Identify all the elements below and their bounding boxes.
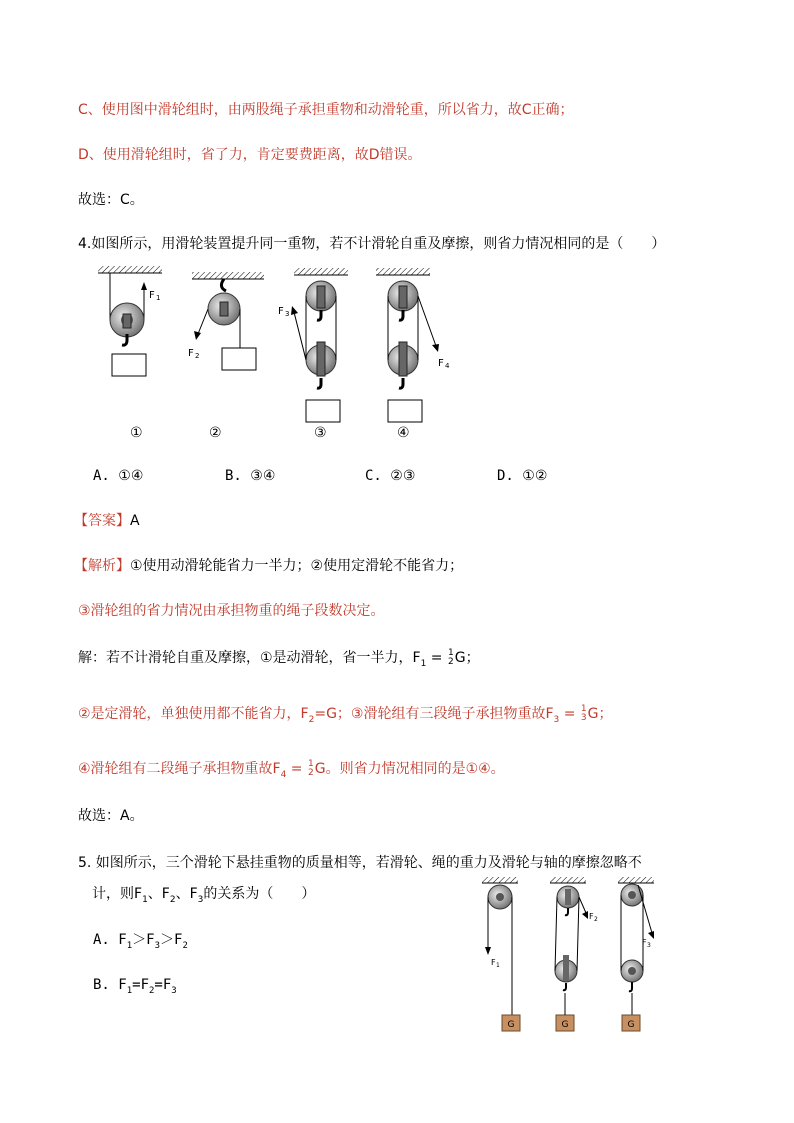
q4-analysis — [74, 556, 463, 576]
svg-text:F: F — [642, 938, 647, 947]
svg-text:3: 3 — [285, 310, 290, 318]
q4-option-c: C. ②③ — [365, 468, 416, 484]
fig-label-3: ③ — [314, 425, 327, 441]
fraction-half: 1 2 — [447, 648, 454, 667]
prev-answer: 故选：C。 — [78, 192, 144, 208]
q4-stem: 4.如图所示，用滑轮装置提升同一重物，若不计滑轮自重及摩擦，则省力情况相同的是（ ） — [78, 236, 666, 252]
q5-figure-2-force-label — [589, 912, 598, 923]
q5-figure-2-pulley-block — [550, 877, 588, 1031]
answer-tag: 【答案】 — [74, 513, 130, 529]
fraction-half-2: 1 2 — [307, 759, 314, 778]
analysis-line-1: ①使用动滑轮能省力一半力；②使用定滑轮不能省力； — [130, 558, 464, 574]
q5-stem-1: 5. 如图所示，三个滑轮下悬挂重物的质量相等，若滑轮、绳的重力及滑轮与轴的摩擦忽略不 — [78, 855, 642, 871]
figure-1-force-label — [149, 290, 160, 302]
svg-text:F: F — [149, 290, 155, 301]
figure-3-force-label — [278, 306, 289, 318]
prev-line-d: D、使用滑轮组时，省了力，肯定要费距离，故D错误。 — [78, 147, 422, 163]
q4-final: 故选：A。 — [78, 808, 144, 824]
fig-label-4: ④ — [397, 425, 410, 441]
analysis-line-2: ③滑轮组的省力情况由承担物重的绳子段数决定。 — [78, 603, 385, 619]
figure-4-force-label — [438, 358, 450, 370]
fraction-third: 1 3 — [580, 704, 587, 723]
figure-2-force-label — [188, 348, 199, 360]
svg-text:3: 3 — [647, 942, 651, 949]
q5-figure-3-pulley-block — [618, 877, 654, 1031]
svg-text:F: F — [188, 348, 194, 359]
q5-figure-1-fixed-pulley — [482, 877, 520, 1031]
solution-line-3: ④滑轮组有二段绳子承担物重故$F_4$ = 1 2 G。则省力情况相同的是①④。 — [78, 759, 505, 780]
q5-figure-1-force-label — [491, 958, 500, 969]
q5-weight-3: G — [627, 1020, 635, 1030]
svg-text:F: F — [438, 358, 444, 369]
fig-label-2: ② — [209, 425, 222, 441]
analysis-tag: 【解析】 — [74, 558, 130, 574]
svg-text:1: 1 — [496, 962, 500, 969]
answer-value: A — [130, 513, 140, 529]
svg-text:1: 1 — [156, 294, 161, 302]
q4-option-d: D. ①② — [497, 468, 548, 484]
svg-text:2: 2 — [594, 916, 598, 923]
q4-option-b: B. ③④ — [225, 468, 276, 484]
figure-4-pulley-block — [376, 268, 439, 422]
fig-label-1: ① — [130, 425, 143, 441]
figure-3-pulley-block — [291, 268, 348, 422]
prev-line-c: C、使用图中滑轮组时，由两股绳子承担重物和动滑轮重，所以省力，故C正确； — [78, 102, 574, 118]
q5-weight-1: G — [507, 1020, 515, 1030]
q5-figure — [478, 875, 658, 1035]
figure-1-movable-pulley — [98, 266, 162, 376]
q5-stem-2: 计，则$F_1$、$F_2$、$F_3$的关系为（ ） — [92, 886, 316, 905]
solution-line-2: ②是定滑轮，单独使用都不能省力，$F_2=G$；③滑轮组有三段绳子承担物重故$F_3$ = 1 3 G； — [78, 704, 613, 725]
svg-text:4: 4 — [445, 362, 450, 370]
q5-option-b: B. $F_1=F_2=F_3$ — [93, 977, 177, 996]
solution-line-1: 解：若不计滑轮自重及摩擦，①是动滑轮，省一半力，$F_1$ = 1 2 G； — [78, 648, 480, 669]
q4-figure — [90, 262, 450, 442]
svg-text:F: F — [491, 958, 496, 967]
q4-answer — [74, 511, 140, 531]
svg-text:F: F — [589, 912, 594, 921]
figure-2-fixed-pulley — [192, 272, 264, 370]
q5-option-a: A. $F_1>F_3>F_2$ — [93, 932, 188, 951]
svg-text:F: F — [278, 306, 284, 317]
q4-option-a: A. ①④ — [93, 468, 144, 484]
q5-weight-2: G — [561, 1020, 569, 1030]
svg-text:2: 2 — [195, 352, 200, 360]
